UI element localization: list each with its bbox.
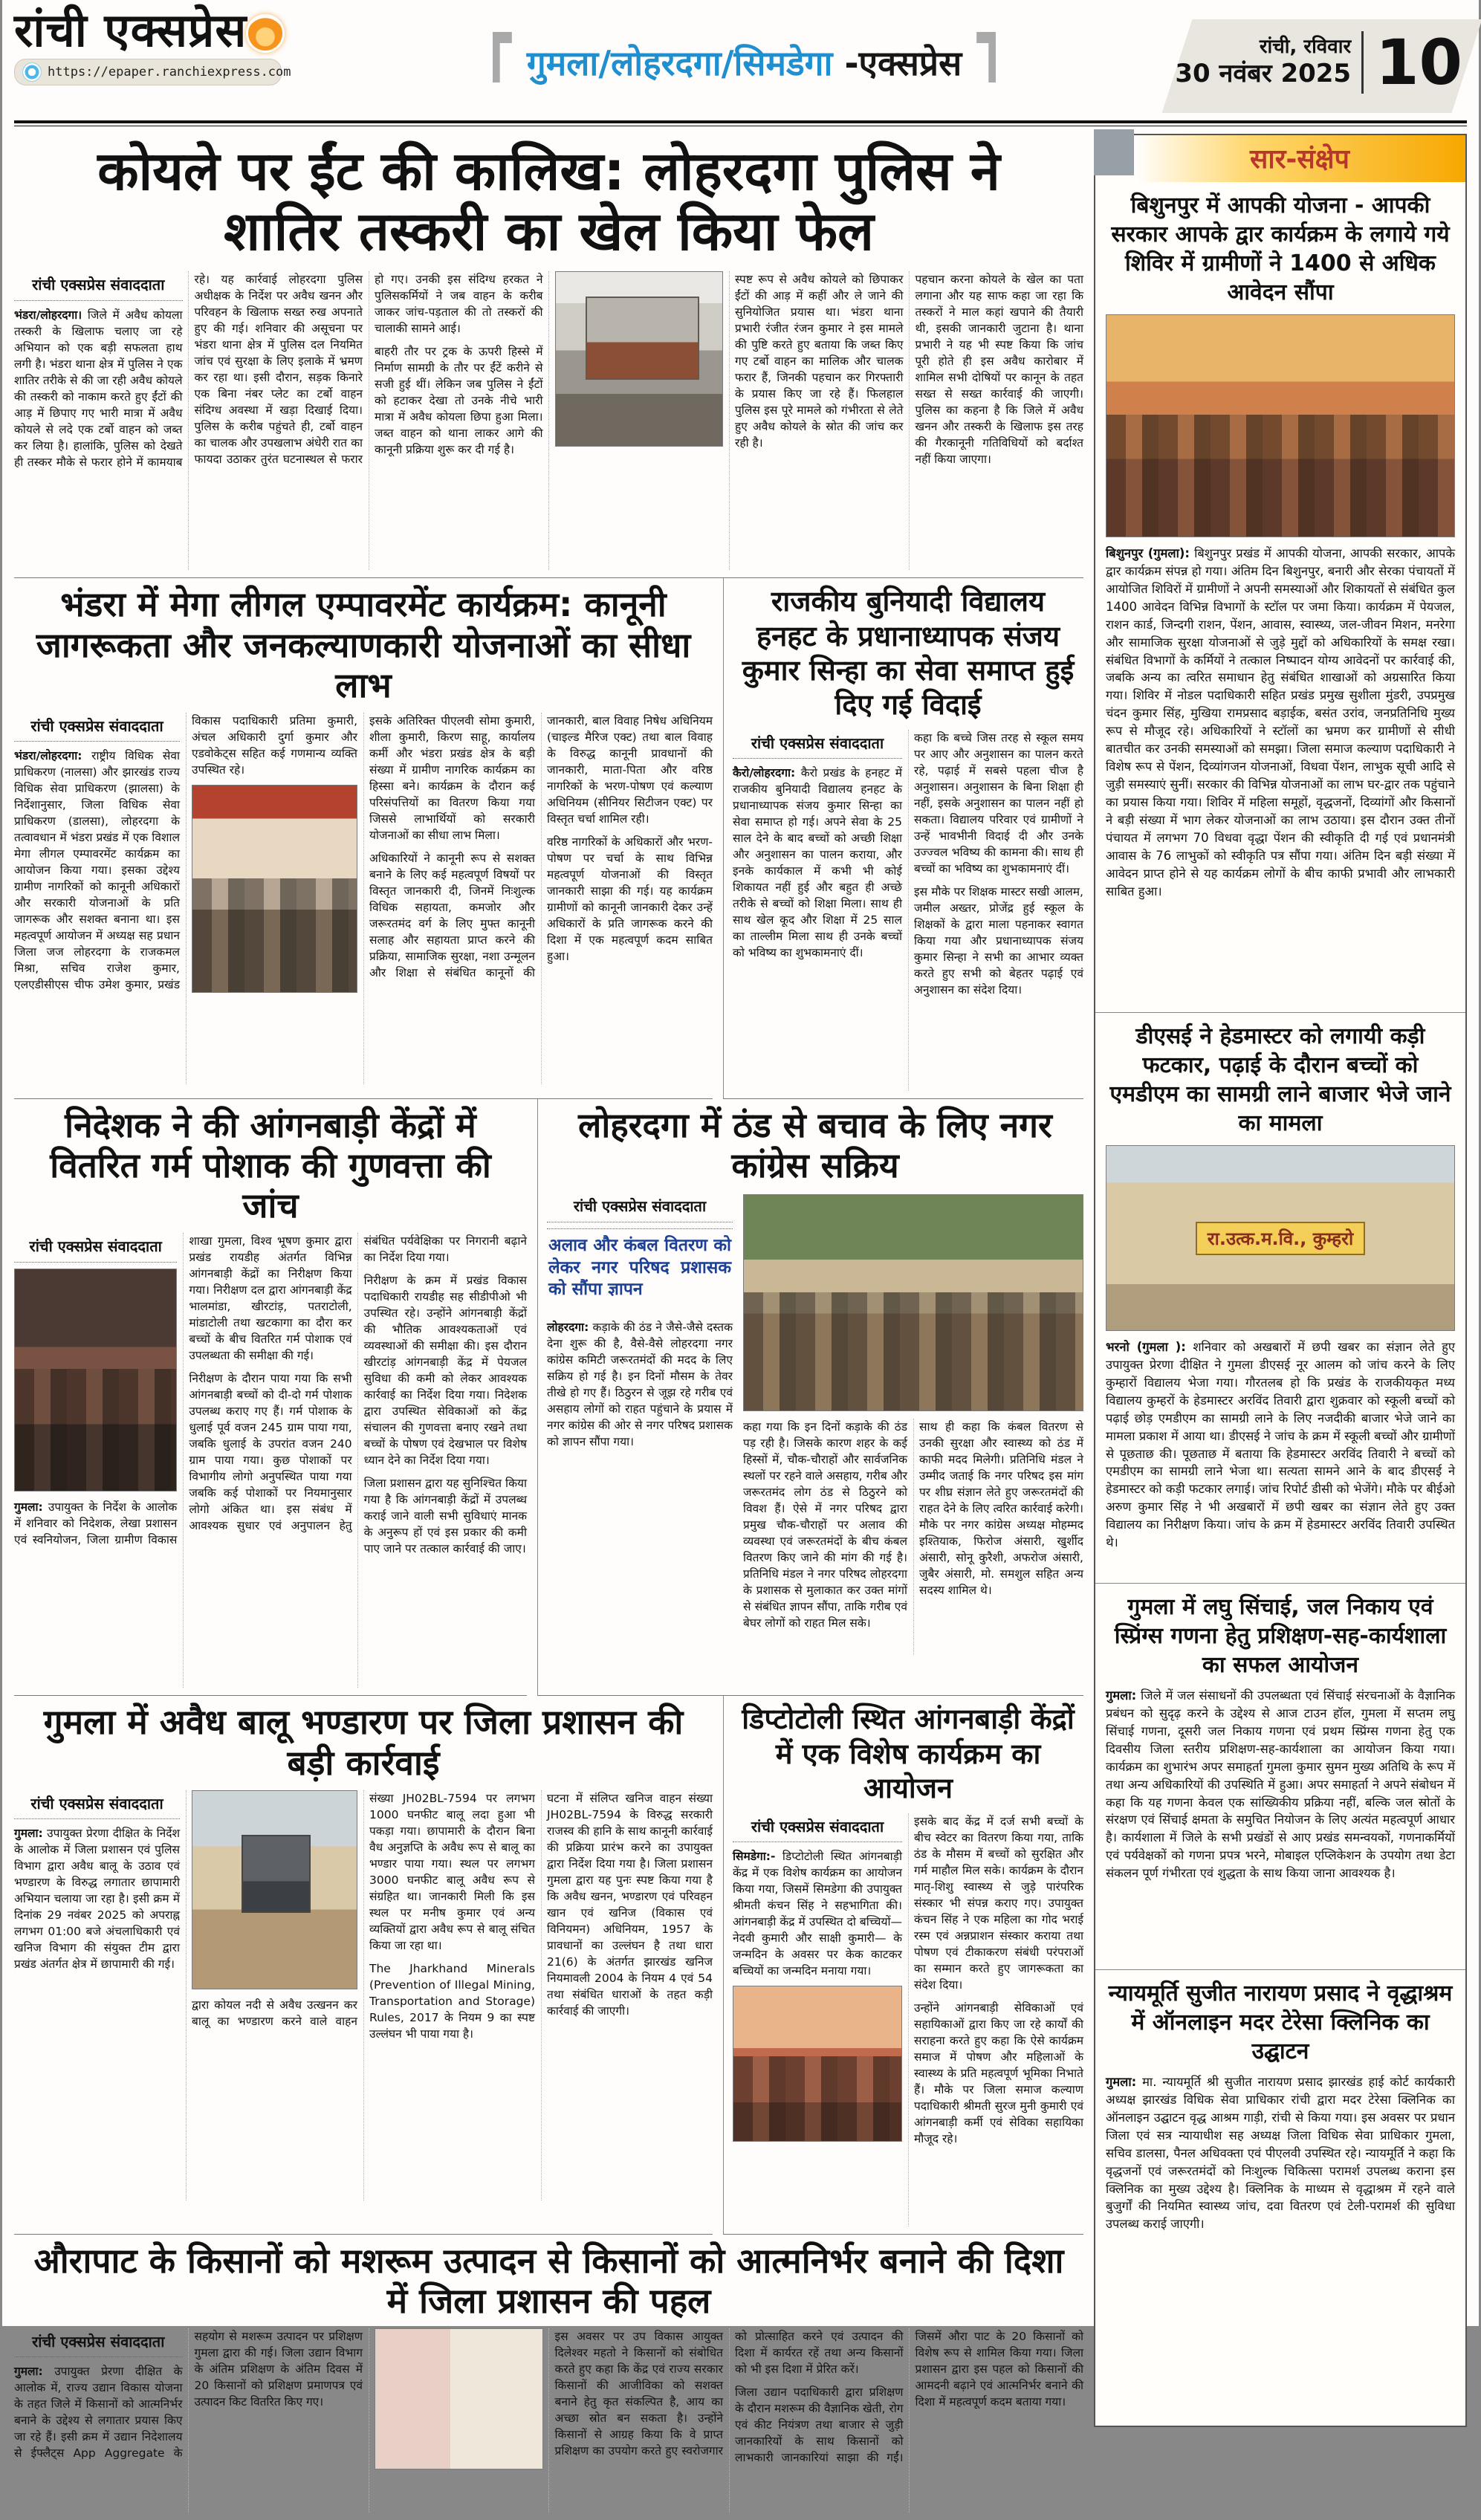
digest-story-mother-teresa-clinic — [1095, 1970, 1465, 2423]
digest-3-headline: गुमला में लघु सिंचाई, जल निकाय एवं स्प्रिंग्स गणना हेतु प्रशिक्षण-सह-कार्यशाला का सफल आयोजन — [1114, 1594, 1447, 1678]
city-day: रांची, रविवार — [1259, 36, 1352, 58]
mushroom-headline: औरापाट के किसानों को मशरूम उत्पादन से किसानों को आत्मनिर्भर बनाने की दिशा में जिला प्रशासन की पहल — [33, 2240, 1064, 2321]
digest-1-headline: बिशुनपुर में आपकी योजना - आपकी सरकार आपके द्वार कार्यक्रम के लगाये गये शिविर में ग्रामीणों ने 1400 से अधिक आवेदन सौंपा — [1111, 192, 1450, 305]
lead-headline: कोयले पर ईंट की कालिख: लोहरदगा पुलिस ने शातिर तस्करी का खेल किया फेल — [97, 140, 1000, 262]
anganwadi-body: रांची एक्सप्रेस संवाददाता सिमडेगा:- डिप्टोटोली स्थित आंगनबाड़ी केंद्र में एक विशेष कार्यक्रम का आयोजन किया गया, जिसमें सिमडेगा की उपायुक्त श्रीमती कंचन सिंह ने सहभागिता की। आंगनबाड़ी केंद्र में उपस्थित दो बच्चियों— नेदवी कुमारी और साक्षी कुमारी— के जन्मदिन के अवसर पर केक काटकर बच्चियों का जन्मदिन मनाया गया। इसके बाद केंद्र में दर्ज सभी बच्चों के बीच स्वेटर का वितरण किया गया, ताकि ठंड के मौसम में बच्चों को सुरक्षित और गर्म माहौल मिल सके। कार्यक्रम के दौरान मातृ-शिशु स्वास्थ्य से जुड़े पारंपरिक संस्कार भी संपन्न कराए गए। उपायुक्त कंचन सिंह ने एक महिला का गोद भराई रस्म एवं अन्नप्राशन संस्कार कराया तथा पोषण एवं टीकाकरण संबंधी परंपराओं का सम्मान करते हुए जागरूकता का संदेश दिया। उन्होंने आंगनबाड़ी सेविकाओं एवं सहायिकाओं द्वारा किए जा रहे कार्यों की सराहना करते हुए कहा कि ऐसे कार्यक्रम समाज में पोषण और महिलाओं के स्वास्थ्य के प्रति महत्वपूर्ण भूमिका निभाते हैं। मौके पर जिला समाज कल्याण पदाधिकारी श्रीमती सुरज मुनी कुमारी एवं आंगनबाड़ी कर्मी एवं सेविका सहायिका मौजूद रहे। — [733, 1814, 1083, 2145]
date-text — [1175, 36, 1361, 89]
masthead-block — [14, 3, 334, 119]
uniforms-byline: रांची एक्सप्रेस संवाददाता — [14, 1233, 177, 1262]
anganwadi-inspection-photo — [14, 1269, 177, 1491]
bishunpur-camp-photo — [1106, 314, 1455, 537]
sidebar-corner-tab — [1094, 129, 1134, 175]
legal-headline: भंडरा में मेगा लीगल एम्पावरमेंट कार्यक्रम: कानूनी जागरूकता और जनकल्याणकारी योजनाओं का सीधा लाभ — [36, 584, 691, 705]
page-number: 10 — [1361, 31, 1467, 94]
congress-left-column: रांची एक्सप्रेस संवाददाता अलाव और कंबल वितरण को लेकर नगर परिषद प्रशासक को सौंपा ज्ञापन लोहरदगा: कड़ाके की ठंड ने जैसे-जैसे दस्तक देना शुरू की है, वैसे-वैसे लोहरदगा नगर कांग्रेस कमिटी जरूरतमंदों की मदद के लिए सक्रिय हो गई है। इन दिनों मौसम के तेवर तीखे हो गए हैं। ठिठुरन से जूझ रहे गरीब एवं असहाय लोगों को राहत पहुंचाने के प्रयास में नगर कांग्रेस की ओर से नगर परिषद प्रशासक को ज्ञापन सौंपा गया। — [547, 1193, 733, 1655]
school-sign-board: रा.उत्क.म.वि., कुम्हरो — [1196, 1222, 1365, 1255]
digest-3-body: गुमला: जिले में जल संसाधनों की उपलब्धता एवं सिंचाई संरचनाओं के वैज्ञानिक प्रबंधन को सुदृढ़ करने के उद्देश्य से आज टाउन हॉल, गुमला में सप्तम लघु सिंचाई गणना, दूसरी जल निकाय गणना एवं प्रथम स्प्रिंग्स गणना हेतु एक दिवसीय जिला स्तरीय प्रशिक्षण-सह-कार्यशाला का आयोजन किया गया। कार्यक्रम का शुभारंभ अपर समाहर्ता गुमला कुमार सुमन मुख्य अतिथि के रूप में तथा अन्य अधिकारियों की उपस्थिति में हुआ। अपर समाहर्ता ने अपने संबोधन में कहा कि यह गणना केवल एक सांख्यिकीय प्रक्रिया नहीं, बल्कि जल स्रोतों के संरक्षण एवं सिंचाई क्षमता के समुचित नियोजन के लिए अत्यंत महत्वपूर्ण आधार है। कार्यशाला में जिले के सभी प्रखंडों से आए प्रखंड समन्वयकों, गणनाकर्मियों एवं पर्यवेक्षकों को गणना प्रपत्र भरने, मोबाइल एप्लिकेशन के उपयोग तथा डेटा संकलन पूर्ण गंभीरता एवं शुद्धता के साथ किया जाना आवश्यक है। — [1106, 1688, 1455, 1881]
mushroom-photo — [375, 2328, 543, 2469]
farewell-body: रांची एक्सप्रेस संवाददाता कैरो/लोहरदगा: कैरो प्रखंड के हनहट में राजकीय बुनियादी विद्यालय हनहट के प्रधानाध्यापक संजय कुमार सिन्हा का सेवा समाप्त हो गई। अपने सेवा के 25 साल देने के बाद बच्चों को अच्छी शिक्षा और अनुशासन का पालन कराया, और इनके कार्यकाल में कभी भी कोई शिकायत नहीं हुई और बहुत ही अच्छे तरीके से बच्चों को शिक्षा मिला। साथ ही साथ खेल कूद और शिक्षा में 25 साल का ताल्लीम मिला साथ ही उनके बच्चों को भविष्य का शुभकामनाएं दीं। कहा कि बच्चे जिस तरह से स्कूल समय पर आए और अनुशासन का पालन करते रहे, पढ़ाई में सबसे पहला चीज है अनुशासन। अनुशासन के बिना शिक्षा ही नहीं, इसके अनुशासन का पालन नहीं हो सकता। विद्यालय परिवार एवं ग्रामीणों ने उन्हें भावभीनी विदाई दी और उनके उज्ज्वल भविष्य की कामना की। साथ ही बच्चों का भविष्य का शुभकामनाएं दीं। इस मौके पर शिक्षक मास्टर सखी आलम, जमील अख्तर, प्रोजेंद्र हुई स्कूल के शिक्षकों के द्वारा माला पहनाकर स्वागत किया गया और प्रधानाध्यापक संजय कुमार सिन्हा ने सभी का आभार व्यक्त करते हुए सभी को बेहतर पढ़ाई एवं अनुशासन का संदेश दिया। — [733, 731, 1083, 997]
uniforms-body: रांची एक्सप्रेस संवाददाता गुमला: उपायुक्त के निर्देश के आलोक में शनिवार को निदेशक, लेखा प्रशासन एवं स्वनियोजन, जिला ग्रामीण विकास शाखा गुमला, विश्व भूषण कुमार द्वारा प्रखंड रायडीह अंतर्गत विभिन्न आंगनबाड़ी केंद्रों का निरीक्षण किया गया। निरीक्षण दल द्वारा आंगनबाड़ी केंद्र भालमांडा, खीरटांड़, पतराटोली, मांडाटोली तथा खटकागा का दौरा कर बच्चों के बीच वितरित गर्म पोशाक एवं उपलब्धता की समीक्षा की गई। निरीक्षण के दौरान पाया गया कि सभी आंगनबाड़ी बच्चों को दी-दो गर्म पोशाक उपलब्ध कराए गए हैं। गर्म पोशाक के धुलाई पूर्व वजन 245 ग्राम पाया गया, जबकि धुलाई के उपरांत वजन 240 ग्राम पाया गया। कुछ पोशाकों पर विभागीय लोगो अनुपस्थित पाया गया जबकि कई पोशाकों पर नियमानुसार लोगो अंकित था। इस संबंध में आवश्यक सुधार एवं अनुपालन हेतु संबंधित पर्यवेक्षिका पर निगरानी बढ़ाने का निर्देश दिया गया। निरीक्षण के क्रम में प्रखंड विकास पदाधिकारी रायडीह सह सीडीपीओ भी उपस्थित रहे। उन्होंने आंगनबाड़ी केंद्रों की भौतिक आवश्यकताओं एवं व्यवस्थाओं की समीक्षा की। इस दौरान खीरटांड़ आंगनबाड़ी केंद्र में पेयजल सुविधा की कमी को लेकर आवश्यक कार्रवाई का निर्देश दिया गया। निदेशक द्वारा उपस्थित सेविकाओं को केंद्र संचालन की गुणवत्ता बनाए रखने तथा बच्चों के पोषण एवं देखभाल पर विशेष ध्यान देने का निर्देश दिया गया। जिला प्रशासन द्वारा यह सुनिश्चित किया गया है कि आंगनबाड़ी केंद्रों में उपलब्ध कराई जाने वाली सभी सुविधाएं मानक के अनुरूप हों एवं इस प्रकार की कमी पाए जाने पर तत्काल कार्रवाई की जाए। — [14, 1234, 527, 1556]
article-legal-empowerment — [14, 578, 713, 1098]
cursor-hand-icon — [22, 62, 42, 82]
sand-truck-photo — [192, 1790, 357, 1989]
header-divider — [14, 120, 1467, 126]
mushroom-byline: रांची एक्सप्रेस संवाददाता — [14, 2328, 183, 2357]
lead-body: रांची एक्सप्रेस संवाददाता भंडरा/लोहरदगा। जिले में अवैध कोयला तस्करी के खिलाफ चलाए जा रहे अभियान को एक बड़ी सफलता हाथ लगी है। भंडरा थाना क्षेत्र में पुलिस ने एक शातिर तरीके से की जा रही अवैध कोयले की तस्करी को नाकाम करते हुए ईंटों की आड़ में छिपाए गए भारी मात्रा में अवैध कोयले से लदे एक टर्बो वाहन को जब्त कर लिया है। हालांकि, पुलिस को देखते ही तस्कर मौके से फरार होने में कामयाब रहे। यह कार्रवाई लोहरदगा पुलिस अधीक्षक के निर्देश पर अवैध खनन और परिवहन के खिलाफ सख्त रुख अपनाते हुए की गई। शनिवार की असूचना पर भंडरा थाना क्षेत्र में पुलिस दल नियमित जांच एवं सुरक्षा के लिए इलाके में भ्रमण कर रहा था। इसी दौरान, सड़क किनारे एक बिना नंबर प्लेट का टर्बो वाहन संदिग्ध अवस्था में खड़ा दिखाई दिया। पुलिस के करीब पहुंचते ही, टर्बो वाहन का चालक और उपखलाभ अंधेरी रात का फायदा उठाकर तुरंत घटनास्थल से फरार हो गए। उनकी इस संदिग्ध हरकत ने पुलिसकर्मियों ने जब वाहन के करीब जाकर जांच-पड़ताल की तो तस्करों की चालाकी सामने आई। बाहरी तौर पर ट्रक के ऊपरी हिस्से में निर्माण सामग्री के तौर पर ईंटें करीने से सजी हुई थीं। लेकिन जब पुलिस ने ईंटों को हटाकर देखा तो उनके नीचे भारी मात्रा में अवैध कोयला छिपा हुआ मिला। जब्त वाहन को थाना लाकर आगे की कानूनी प्रक्रिया शुरू कर दी गई है। स्पष्ट रूप से अवैध कोयले को छिपाकर ईंटों की आड़ में कहीं और ले जाने की सुनियोजित प्रयास था। भंडरा थाना प्रभारी रंजीत रंजन कुमार ने इस मामले की पुष्टि करते हुए बताया कि जब्त किए गए टर्बो वाहन का मालिक और चालक फरार हैं, जिनकी पहचान कर गिरफ्तारी के प्रयास किए जा रहे हैं। फिलहाल पुलिस इस पूरे मामले को गंभीरता से लेते हुए अवैध कोयले के स्रोत की जांच कर रही है। पहचान करना कोयले के खेल का पता लगाना और यह साफ कहा जा रहा कि तस्करों ने माल कहां खपाने की तैयारी थी, इसकी जानकारी जुटाना है। थाना प्रभारी ने यह भी स्पष्ट किया कि जांच पूरी होते ही इस अवैध कारोबार में शामिल सभी दोषियों पर कानून के तहत सख्त से सख्त कार्रवाई की जाएगी। पुलिस का कहना है कि जिले में अवैध खनन और तस्करी के खिलाफ इस तरह की गैरकानूनी गतिविधियों को बर्दाश्त नहीं किया जाएगा। — [14, 273, 1083, 469]
digest-story-bishunpur-camp — [1095, 182, 1465, 1013]
edition-banner — [334, 6, 1155, 119]
article-uniform-inspection — [14, 1099, 527, 1697]
date: 30 नवंबर 2025 — [1175, 59, 1352, 89]
congress-right-column: कहा गया कि इन दिनों कड़ाके की ठंड पड़ रही है। जिसके कारण शहर के कई हिस्सों में, चौक-चौराहों और सार्वजनिक स्थलों पर रहने वाले असहाय, गरीब और जरूरतमंद लोग ठंड से ठिठुरने को विवश हैं। ऐसे में नगर परिषद द्वारा प्रमुख चौक-चौराहों पर अलाव की व्यवस्था एवं जरूरतमंदों के बीच कंबल वितरण किए जाने की मांग की गई है। प्रतिनिधि मंडल ने नगर परिषद लोहरदगा के प्रशासक से मुलाकात कर उक्त मांगों से संबंधित ज्ञापन सौंपा, ताकि गरीब एवं बेघर लोगों को राहत मिल सके। साथ ही कहा कि कंबल वितरण से उनकी सुरक्षा और स्वास्थ्य को ठंड में काफी मदद मिलेगी। प्रतिनिधि मंडल ने उम्मीद जताई कि नगर परिषद इस मांग पर शीघ्र संज्ञान लेते हुए जरूरतमंदों की राहत देने के लिए त्वरित कार्रवाई करेगी। मौके पर नगर कांग्रेस अध्यक्ष मोहम्मद इश्तियाक, फिरोज अंसारी, खुर्शीद अंसारी, सोनू कुरैशी, अफरोज अंसारी, जुबैर अंसारी, मो. समशुल सहित अन्य सदस्य शामिल थे। — [743, 1193, 1083, 1655]
article-mushroom-training — [14, 2235, 1083, 2520]
sand-headline: गुमला में अवैध बालू भण्डारण पर जिला प्रशासन की बड़ी कार्रवाई — [43, 1702, 684, 1783]
digest-sidebar — [1094, 134, 1467, 2427]
congress-headline: लोहरदगा में ठंड से बचाव के लिए नगर कांग्रेस सक्रिय — [578, 1104, 1052, 1185]
article-illegal-sand — [14, 1696, 713, 2234]
epaper-url: https://epaper.ranchiexpress.com — [48, 65, 291, 80]
article-headmaster-farewell — [723, 578, 1083, 1098]
legal-byline: रांची एक्सप्रेस संवाददाता — [14, 713, 180, 742]
lead-dateline: भंडरा/लोहरदगा। — [14, 308, 82, 322]
date-box — [1155, 6, 1467, 119]
digest-story-headmaster-scolded — [1095, 1013, 1465, 1584]
school-building-photo — [1106, 1145, 1455, 1331]
uniforms-headline: निदेशक ने की आंगनबाड़ी केंद्रों में वितरित गर्म पोशाक की गुणवत्ता की जांच — [50, 1104, 491, 1226]
legal-camp-photo — [192, 785, 357, 993]
sun-logo-icon — [248, 16, 282, 51]
farewell-headline: राजकीय बुनियादी विद्यालय हनहट के प्रधानाध्यापक संजय कुमार सिन्हा का सेवा समाप्त हुई दिए गई विदाई — [742, 585, 1075, 722]
newspaper-page — [2, 0, 1479, 2465]
masthead-text: रांची एक्सप्रेस — [14, 3, 247, 57]
main-content — [14, 134, 1083, 2520]
edition-suffix: -एक्सप्रेस — [844, 43, 962, 83]
article-anganwadi-program — [723, 1696, 1083, 2234]
congress-subhead: अलाव और कंबल वितरण को लेकर नगर परिषद प्रशासक को सौंपा ज्ञापन — [547, 1228, 733, 1308]
edition-banner-text — [493, 32, 996, 93]
congress-byline: रांची एक्सप्रेस संवाददाता — [547, 1193, 733, 1222]
mushroom-body: रांची एक्सप्रेस संवाददाता गुमला: उपायुक्त प्रेरणा दीक्षित के आलोक में, राज्य उद्यान विकास योजना के तहत जिले में किसानों को आत्मनिर्भर बनाने के उद्देश्य से लगातार प्रयास किए जा रहे हैं। इसी क्रम में उद्यान निदेशालय से ईफ्लैट्स App Aggregate के सहयोग से मशरूम उत्पादन पर प्रशिक्षण गुमला द्वारा की गई। जिला उद्यान विभाग के अंतिम प्रशिक्षण के अंतिम दिवस में 20 किसानों को प्रशिक्षण प्रमाणपत्र एवं उत्पादन किट वितरित किए गए। इस अवसर पर उप विकास आयुक्त दिलेश्वर महतो ने किसानों को संबोधित करते हुए कहा कि केंद्र एवं राज्य सरकार किसानों की आजीविका को सशक्त बनाने हेतु कृत संकल्पित है, आय का अच्छा स्रोत बन सकता है। उन्होंने किसानों से आग्रह किया कि वे प्राप्त प्रशिक्षण का उपयोग करते हुए स्वरोजगार को प्रोत्साहित करने एवं उत्पादन की दिशा में कार्यरत रहें तथा अन्य किसानों को भी इस दिशा में प्रेरित करें। जिला उद्यान पदाधिकारी द्वारा प्रशिक्षण के दौरान मशरूम की वैज्ञानिक खेती, रोग एवं कीट नियंत्रण तथा बाजार से जुड़ी जानकारियों के साथ किसानों को लाभकारी जानकारियां साझा की गईं। जिसमें औरा पाट के 20 किसानों को विशेष रूप से शामिल किया गया। जिला प्रशासन द्वारा इस पहल को किसानों की आमदनी बढ़ाने एवं आत्मनिर्भर बनाने की दिशा में महत्वपूर्ण कदम बताया गया। — [14, 2328, 1083, 2513]
digest-story-irrigation-census — [1095, 1584, 1465, 1970]
digest-title: सार-संक्षेप — [1134, 135, 1465, 182]
digest-4-headline: न्यायमूर्ति सुजीत नारायण प्रसाद ने वृद्धाश्रम में ऑनलाइन मदर टेरेसा क्लिनिक का उद्घाटन — [1108, 1980, 1453, 2064]
anganwadi-headline: डिप्टोटोली स्थित आंगनबाड़ी केंद्रों में एक विशेष कार्यक्रम का आयोजन — [742, 1703, 1075, 1805]
farewell-byline: रांची एक्सप्रेस संवाददाता — [733, 730, 902, 759]
lead-byline: रांची एक्सप्रेस संवाददाता — [14, 271, 183, 300]
sand-body: रांची एक्सप्रेस संवाददाता गुमला: उपायुक्त प्रेरणा दीक्षित के निर्देश के आलोक में जिला प्रशासन एवं पुलिस विभाग द्वारा अवैध बालू के उठाव एवं भण्डारण के विरुद्ध लगातार छापामारी अभियान चलाया जा रहा है। इसी क्रम में दिनांक 29 नवंबर 2025 को अपराह्न लगभग 01:00 बजे अंचलाधिकारी एवं खनिज विभाग की संयुक्त टीम द्वारा प्रखंड अंतर्गत क्षेत्र में छापामारी की गई। द्वारा कोयल नदी से अवैध उत्खनन कर बालू का भण्डारण करने वाले वाहन संख्या JH02BL-7594 पर लगभग 1000 घनफीट बालू लदा हुआ भी पकड़ा गया। छापामारी के दौरान बिना वैध अनुज्ञप्ति के अवैध रूप से बालू का भण्डार पाया गया। स्थल पर लगभग 3000 घनफीट बालू अवैध रूप से संग्रहित था। जानकारी मिली कि इस स्थल पर मनीष कुमार एवं अन्य व्यक्तियों द्वारा अवैध रूप से बालू संचित किया जा रहा था। The Jharkhand Minerals (Prevention of Illegal Mining, Transportation and Storage) Rules, 2017 के नियम 9 का स्पष्ट उल्लंघन भी पाया गया है। घटना में संलिप्त खनिज वाहन संख्या JH02BL-7594 के विरुद्ध सरकारी राजस्व की हानि के साथ कानूनी कार्रवाई की प्रक्रिया प्रारंभ करने का उपायुक्त द्वारा निर्देश दिया गया है। जिला प्रशासन गुमला द्वारा यह पुनः स्पष्ट किया गया है कि अवैध खनन, भण्डारण एवं परिवहन खान एवं खनिज (विकास एवं विनियमन) अधिनियम, 1957 के प्रावधानों का उल्लंघन है तथा धारा 21(6) के अंतर्गत झारखंड खनिज नियमावली 2004 के नियम 4 एवं 54 तथा संबंधित धाराओं के तहत कड़ी कार्रवाई की जाएगी। — [14, 1792, 713, 2041]
digest-4-body: गुमला: मा. न्यायमूर्ति श्री सुजीत नारायण प्रसाद झारखंड हाई कोर्ट कार्यकारी अध्यक्ष झारखंड विधिक सेवा प्राधिकार रांची द्वारा मदर टेरेसा क्लिनिक का ऑनलाइन उद्घाटन वृद्ध आश्रम गाड़ी, रांची से किया गया। इस अवसर पर प्रधान जिला एवं सत्र न्यायाधीश सह अध्यक्ष जिला विधिक सेवा प्राधिकार गुमला, सचिव डालसा, पैनल अधिवक्ता एवं पीएलवी उपस्थित रहे। न्यायमूर्ति ने कहा कि वृद्धजनों एवं जरूरतमंदों को निःशुल्क चिकित्सा परामर्श उपलब्ध कराना इस क्लिनिक का मुख्य उद्देश्य है। क्लिनिक के माध्यम से वृद्धाश्रम में रहने वाले बुजुर्गों की नियमित स्वास्थ्य जांच, दवा वितरण एवं टेली-परामर्श की सुविधा उपलब्ध कराई जाएगी। — [1106, 2075, 1456, 2232]
digest-1-body: बिशुनपुर (गुमला): बिशुनपुर प्रखंड में आपकी योजना, आपकी सरकार, आपके द्वार कार्यक्रम संपन्न हो गया। अंतिम दिन बिशुनपुर, बनारी और सेरका पंचायतों में आयोजित शिविरों में ग्रामीणों ने अपनी समस्याओं और शिकायतों से संबंधित कुल 1400 आवेदन विभिन्न विभागों के स्टॉल पर जमा किया। कार्यक्रम में पेयजल, राशन कार्ड, जिन्दगी राशन, पेंशन, आवास, स्वास्थ्य, जल-जीवन मिशन, मनरेगा और सामाजिक सुरक्षा योजनाओं से जुड़े मुद्दों को अधिकारियों के समक्ष रखा। संबंधित विभागों के कर्मियों ने तत्काल निष्पादन योग्य आवेदनों पर कार्रवाई की, जबकि अन्य का त्वरित समाधान हेतु संबंधित शाखाओं को अग्रसारित किया गया। शिविर में नोडल पदाधिकारी सहित प्रखंड प्रमुख सुशीला मुंडरी, उपप्रमुख चंदन कुमार सिंह, मुखिया रामप्रसाद बड़ाईक, बसंत उरांव, जनप्रतिनिधि मुख्य रूप से मौजूद रहे। अधिकारियों ने स्टॉलों का भ्रमण कर ग्रामीणों से सीधी बातचीत कर उनकी समस्याओं को समझा। जिला समाज कल्याण पदाधिकारी ने विशेष रूप से पेंशन, दिव्यांगजन योजनाओं, विधवा पेंशन, लाभुक सूची आदि से जुड़ी समस्याएं सुनीं। सरकार की विभिन्न योजनाओं का लाभ घर-द्वार तक पहुंचाने का प्रयास किया गया। शिविर में महिला समूहों, वृद्धजनों, दिव्यांगों और किसानों ने बड़ी संख्या में भाग लेकर योजनाओं का लाभ उठाया। इस दौरान उक्त तीनों पंचायत में लगभग 70 विधवा वृद्धा पेंशन की स्वीकृति दी गई एवं प्रधानमंत्री आवास के 76 लाभुकों को स्वीकृति पत्र सौंपा गया। अंतिम दिन बड़ी संख्या में आवेदन प्राप्त होने से यह कार्यक्रम लोगों के बीच काफी प्रभावी और लाभकारी साबित हुआ। — [1106, 546, 1455, 898]
anganwadi-byline: रांची एक्सप्रेस संवाददाता — [733, 1813, 902, 1842]
legal-body: रांची एक्सप्रेस संवाददाता भंडरा/लोहरदगा: राष्ट्रीय विधिक सेवा प्राधिकरण (नालसा) और झारखंड राज्य विधिक सेवा प्राधिकरण (झालसा) के निर्देशानुसार, जिला विधिक सेवा प्राधिकरण (डालसा), लोहरदगा के तत्वावधान में भंडरा प्रखंड में एक विशाल मेगा लीगल एम्पावरमेंट कार्यक्रम का आयोजन किया गया। इसका उद्देश्य ग्रामीण नागरिकों को कानूनी अधिकारों और सरकारी योजनाओं के प्रति जागरूक और सशक्त बनाना था। इस महत्वपूर्ण आयोजन में अध्यक्ष सह प्रधान जिला जज लोहरदगा के राजकमल मिश्रा, सचिव राजेश कुमार, एलएडीसीएस चीफ उमेश कुमार, प्रखंड विकास पदाधिकारी प्रतिमा कुमारी, अंचल अधिकारी दुर्गा कुमार और एडवोकेट्स सहित कई गणमान्य व्यक्ति उपस्थित रहे। इसके अतिरिक्त पीएलवी सोमा कुमारी, शीला कुमारी, किरण साहू, कार्यालय कर्मी और भंडरा प्रखंड क्षेत्र के बड़ी संख्या में ग्रामीण नागरिक कार्यक्रम का हिस्सा बने। कार्यक्रम के दौरान कई परिसंपत्तियों का वितरण किया गया जिससे लाभार्थियों को सरकारी योजनाओं का सीधा लाभ मिला। अधिकारियों ने कानूनी रूप से सशक्त बनाने के लिए कई महत्वपूर्ण विषयों पर विस्तृत जानकारी दी, जिनमें निःशुल्क विधिक सहायता, कमजोर और जरूरतमंद वर्ग के लिए मुफ्त कानूनी सलाह और सहायता प्राप्त करने की प्रक्रिया, सामाजिक सुरक्षा, नशा उन्मूलन और शिक्षा से संबंधित कानूनों की जानकारी, बाल विवाह निषेध अधिनियम (चाइल्ड मैरिज एक्ट) तथा बाल विवाह के विरुद्ध कानूनी प्रावधानों की जानकारी, माता-पिता और वरिष्ठ नागरिकों के भरण-पोषण एवं कल्याण अधिनियम (सीनियर सिटीजन एक्ट) पर विस्तृत चर्चा शामिल रही। वरिष्ठ नागरिकों के अधिकारों और भरण-पोषण पर चर्चा के साथ विभिन्न महत्वपूर्ण योजनाओं की विस्तृत जानकारी साझा की गई। यह कार्यक्रम ग्रामीणों को कानूनी जानकारी देकर उन्हें अधिकारों के प्रति जागरूक करने की दिशा में एक महत्वपूर्ण कदम साबित हुआ। — [14, 714, 713, 992]
digest-2-headline: डीएसई ने हेडमास्टर को लगायी कड़ी फटकार, पढ़ाई के दौरान बच्चों को एमडीएम का सामग्री लाने बाजार भेजे जाने का मामला — [1109, 1023, 1451, 1136]
page-header — [14, 3, 1467, 119]
article-coal-smuggling — [14, 134, 1083, 578]
sand-byline: रांची एक्सप्रेस संवाददाता — [14, 1790, 180, 1819]
article-congress-cold-relief — [537, 1099, 1083, 1697]
masthead-title — [14, 3, 334, 57]
digest-2-body: भरनो (गुमला ): शनिवार को अखबारों में छपी खबर का संज्ञान लेते हुए उपायुक्त प्रेरणा दीक्षित ने गुमला डीएसई नूर आलम को जांच करने के लिए कुम्हारों विद्यालय भेजा गया। गौरतलब हो कि प्रखंड के राजकीयकृत मध्य विद्यालय कुम्हरों के हेडमास्टर अरविंद तिवारी द्वारा शुक्रवार को स्कूली बच्चों को पढ़ाई छोड़ एमडीएम का सामग्री लाने के लिए नजदीकी बाजार भेजे जाने का मामला प्रकाश में आया था। डीएसई ने जांच के क्रम में स्कूली बच्चों और ग्रामीणों से पूछताछ की। पूछताछ में बताया कि हेडमास्टर अरविंद तिवारी ने बच्चों को एमडीएम का सामग्री लाने भेजा था। सत्यता सामने आने के बाद डीएसई ने हेडमास्टर को कड़ी फटकार लगाई। जांच रिपोर्ट डीसी को भेजेंगे। मौके पर बीईओ अरुण कुमार सिंह ने भी अखबारों में छपी खबर का संज्ञान लेते हुए उक्त विद्यालय का निरीक्षण किया। जांच के क्रम में हेडमास्टर अरविंद तिवारी उपस्थित थे। — [1106, 1340, 1455, 1550]
anganwadi-event-photo — [733, 1986, 902, 2142]
edition-districts: गुमला/लोहरदगा/सिमडेगा — [526, 43, 833, 83]
congress-memorandum-photo — [743, 1194, 1083, 1411]
epaper-url-pill[interactable] — [14, 59, 291, 85]
coal-truck-photo — [555, 271, 724, 447]
